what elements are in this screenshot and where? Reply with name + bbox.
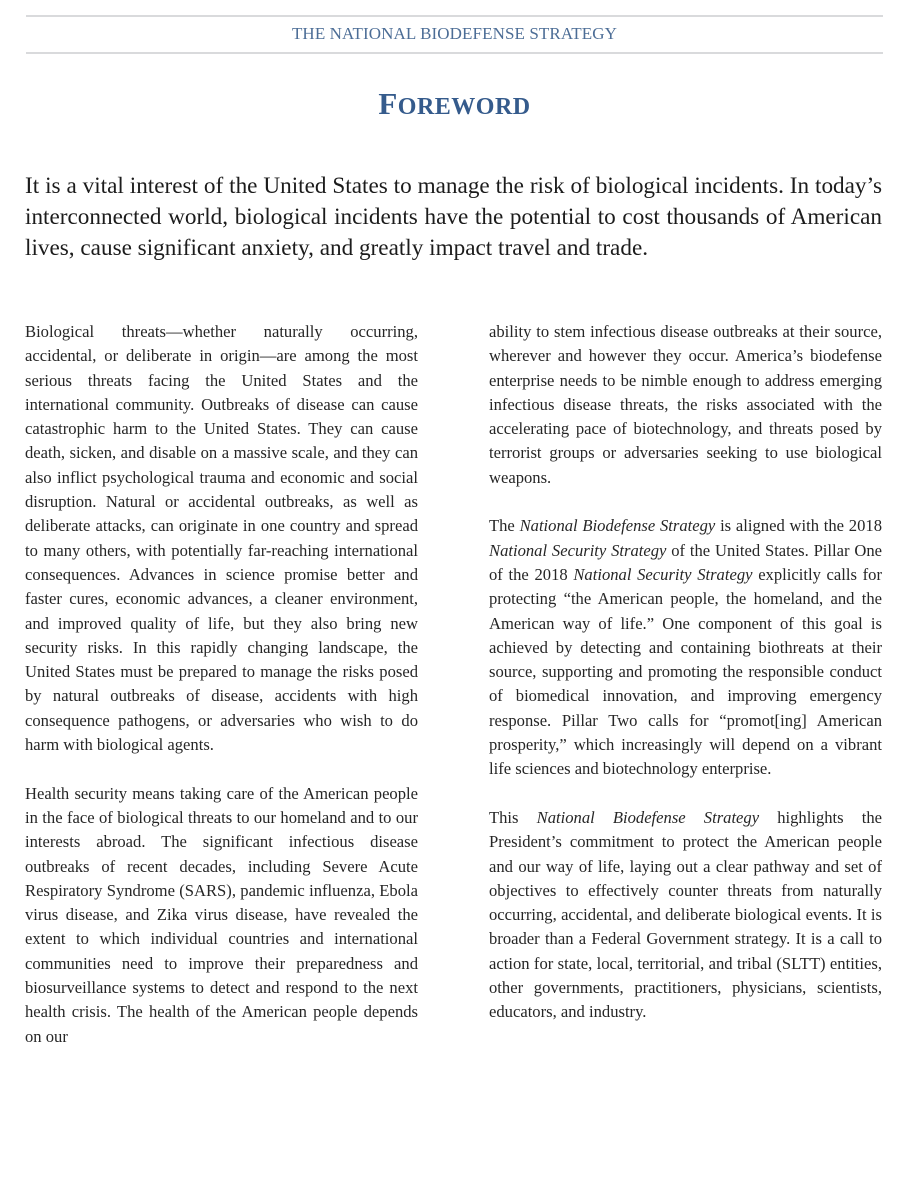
body-paragraph xyxy=(489,514,882,781)
body-paragraph: Health security means taking care of the American people in the face of biological threats to our homeland and to our interests abroad. The significant infectious disease outbreaks of recent decades, including Severe Acute Respiratory Syndrome (SARS), pandemic influenza, Ebola virus disease, and Zika virus disease, have revealed the extent to which individual countries and international communities need to improve their preparedness and biosurveillance systems to detect and respond to the next health crisis. The health of the American people depends on our xyxy=(25,783,418,1046)
header-top-rule xyxy=(26,15,883,17)
right-column xyxy=(489,320,882,1025)
page-title-rest: OREWORD xyxy=(397,94,531,120)
document-title-italic: National Security Strategy xyxy=(489,540,667,560)
body-paragraph xyxy=(489,806,882,1025)
header-bottom-rule xyxy=(26,52,883,54)
left-column xyxy=(25,320,418,1049)
text-run: This xyxy=(489,807,537,827)
body-paragraph: Biological threats—whether naturally occurring, accidental, or deliberate in origin—are among the most serious threats facing the United States and the international community. Outbreaks of disease can cause catastrophic harm to the United States. They can cause death, sicken, and disable on a massive scale, and they can also inflict psychological trauma and economic and social disruption. Natural or accidental outbreaks, as well as deliberate attacks, can originate in one country and spread to many others, with potentially far-reaching international consequences. Advances in science promise better and faster cures, economic advances, a cleaner environment, and improved quality of life, but they also bring new security risks. In this rapidly changing landscape, the United States must be prepared to manage the risks posed by natural outbreaks of disease, accidents with high consequence pathogens, or adversaries who wish to do harm with biological agents. xyxy=(25,322,418,755)
text-run: explicitly calls for protecting “the American people, the homeland, and the American way of life.” One component of this goal is achieved by detecting and containing biothreats at their source, supporting and promoting the responsible conduct of biomedical innovation, and improving emergency response. Pillar Two calls for “promot[ing] American prosperity,” which increasingly will depend on a vibrant life sciences and biotechnology enterprise. xyxy=(489,564,882,779)
text-run: The xyxy=(489,516,520,536)
text-run: of the United States. Pillar One of the 2018 xyxy=(489,540,882,584)
page-title xyxy=(0,86,909,122)
document-title-italic: National Security Strategy xyxy=(573,564,753,584)
page-title-initial: F xyxy=(378,86,398,121)
running-header: THE NATIONAL BIODEFENSE STRATEGY xyxy=(291,24,618,43)
text-run: highlights the President’s commitment to protect the American people and our way of life, laying out a clear pathway and set of objectives to effectively counter threats from naturally occurring, accidental, and deliberate biological events. It is broader than a Federal Government strategy. It is a call to action for state, local, territorial, and tribal (SLTT) entities, other governments, practitioners, physicians, scientists, educators, and industry. xyxy=(489,807,883,1022)
text-run: is aligned with the 2018 xyxy=(715,516,882,536)
lead-paragraph: It is a vital interest of the United States to manage the risk of biological incidents. In today’s interconnected world, biological incidents have the potential to cost thousands of American lives, cause significant anxiety, and greatly impact travel and trade. xyxy=(25,173,882,261)
document-title-italic: National Biodefense Strategy xyxy=(536,807,760,827)
document-title-italic: National Biodefense Strategy xyxy=(519,516,716,536)
body-paragraph: ability to stem infectious disease outbreaks at their source, wherever and however they occur. America’s biodefense enterprise needs to be nimble enough to address emerging infectious disease threats, the risks associated with the accelerating pace of biotechnology, and threats posed by terrorist groups or adversaries seeking to use biological weapons. xyxy=(489,322,882,487)
